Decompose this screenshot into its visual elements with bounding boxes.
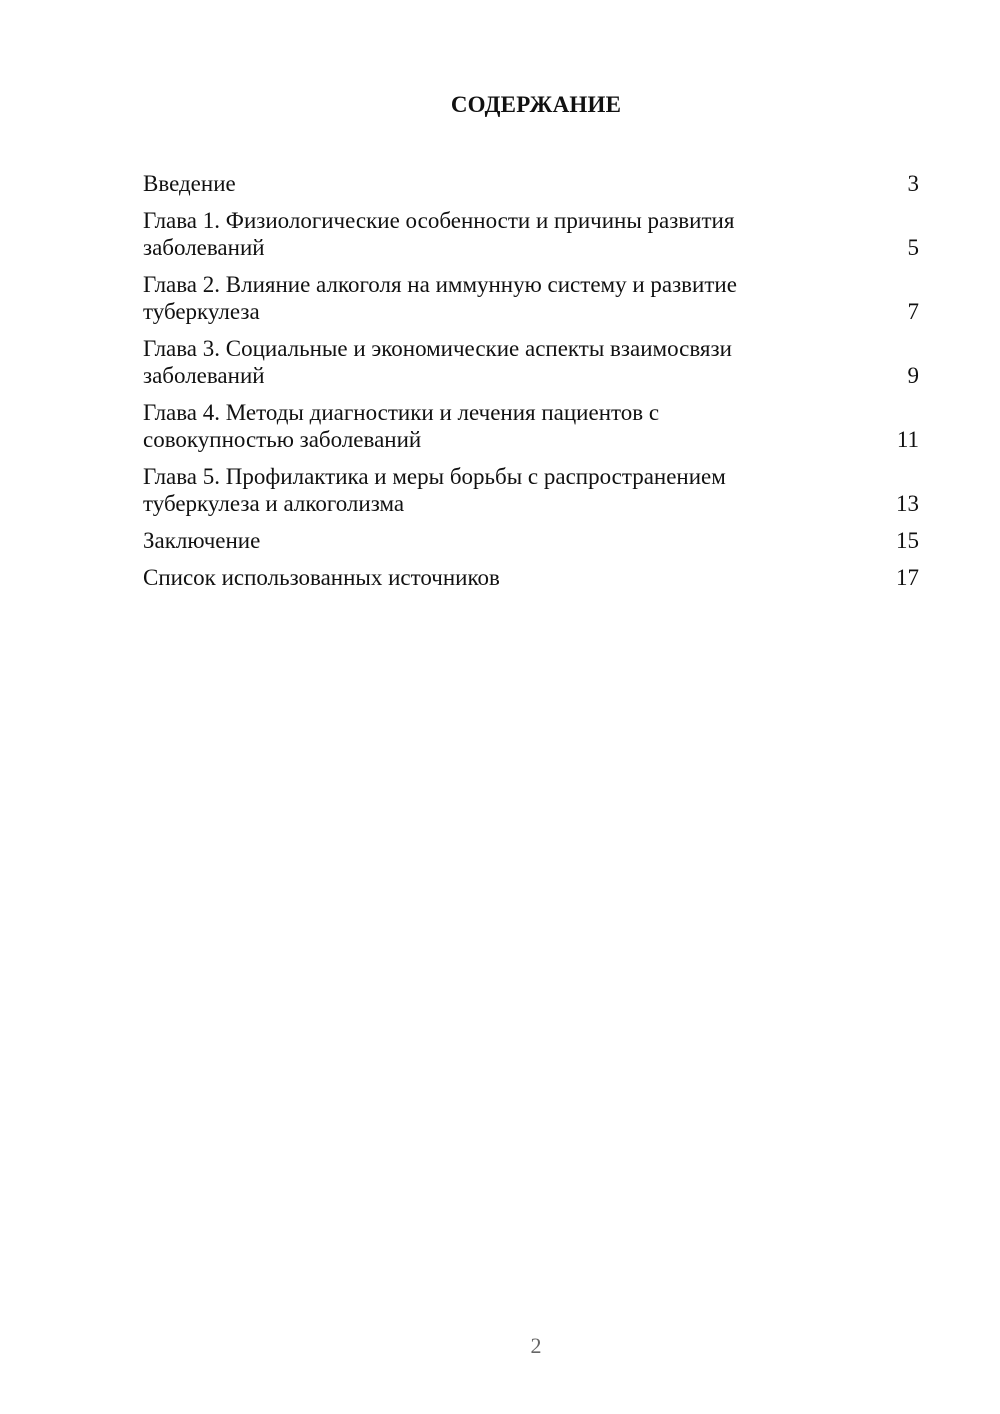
toc-entry-chapter-1[interactable] <box>143 207 919 261</box>
toc-entry-title: Глава 1. Физиологические особенности и причины развития заболеваний <box>143 208 735 260</box>
toc-entry-title: Глава 4. Методы диагностики и лечения пациентов с совокупностью заболеваний <box>143 400 660 452</box>
toc-entry-introduction[interactable] <box>143 170 919 197</box>
toc-entry-references[interactable] <box>143 564 919 591</box>
toc-entry-page: 7 <box>907 299 919 324</box>
toc-entry-conclusion[interactable] <box>143 527 919 554</box>
page-number: 2 <box>530 1333 542 1358</box>
toc-entry-title: Список использованных источников <box>143 565 500 590</box>
toc-entry-page: 15 <box>896 528 919 553</box>
toc-entry-title: Глава 5. Профилактика и меры борьбы с распространением туберкулеза и алкоголизма <box>143 464 726 516</box>
toc-entry-page: 13 <box>896 491 919 516</box>
toc-entry-page: 11 <box>896 427 919 452</box>
toc-entry-title: Введение <box>143 171 236 196</box>
toc-entry-page: 3 <box>907 171 919 196</box>
table-of-contents <box>143 170 919 601</box>
toc-entry-page: 5 <box>907 235 919 260</box>
toc-entry-title: Глава 2. Влияние алкоголя на иммунную систему и развитие туберкулеза <box>143 272 737 324</box>
toc-entry-chapter-5[interactable] <box>143 463 919 517</box>
toc-entry-page: 17 <box>896 565 919 590</box>
toc-entry-chapter-3[interactable] <box>143 335 919 389</box>
page-title: СОДЕРЖАНИЕ <box>450 92 622 117</box>
toc-entry-title: Глава 3. Социальные и экономические аспекты взаимосвязи заболеваний <box>143 336 732 388</box>
toc-entry-chapter-2[interactable] <box>143 271 919 325</box>
toc-entry-page: 9 <box>907 363 919 388</box>
toc-entry-chapter-4[interactable] <box>143 399 919 453</box>
toc-entry-title: Заключение <box>143 528 261 553</box>
